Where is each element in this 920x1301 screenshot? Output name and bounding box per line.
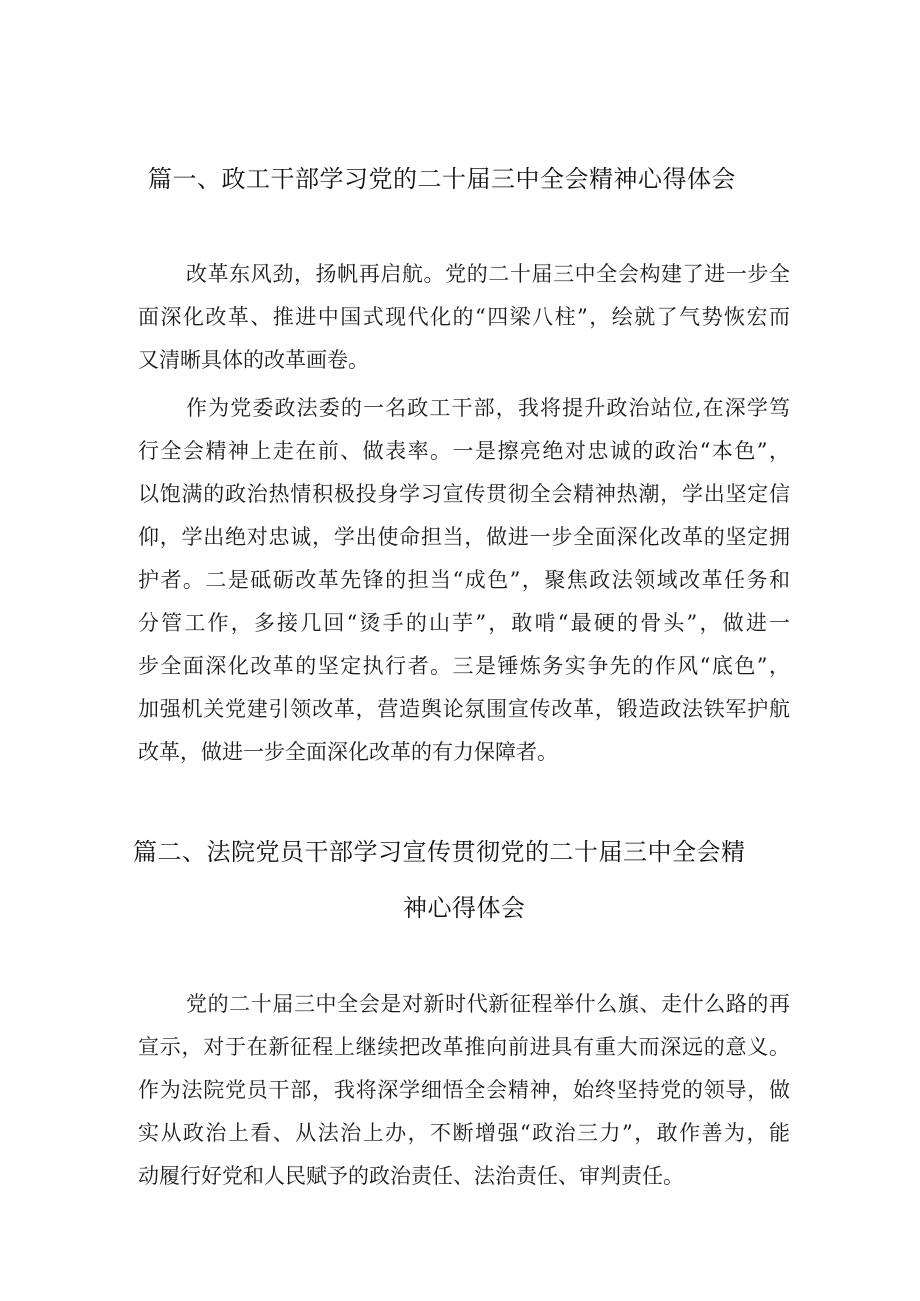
text-line: 改革，做进一步全面深化改革的有力保障者。 (138, 740, 558, 764)
text-line: 宣示，对于在新征程上继续把改革推向前进具有重大而深远的意义。 (138, 1035, 790, 1059)
section-1-title: 篇一、政工干部学习党的二十届三中全会精神心得体会 (148, 165, 736, 193)
text-line: 改革东风劲，扬帆再启航。党的二十届三中全会构建了进一步全 (186, 262, 790, 286)
text-line: 分管工作，多接几回“烫手的山芋”，敢啃“最硬的骨头”，做进一 (138, 611, 790, 635)
text-line: 行全会精神上走在前、做表率。一是擦亮绝对忠诚的政治“本色”， (138, 439, 790, 463)
text-line: 实从政治上看、从法治上办，不断增强“政治三力”，敢作善为，能 (138, 1121, 790, 1145)
text-line: 面深化改革、推进中国式现代化的“四梁八柱”，绘就了气势恢宏而 (138, 305, 790, 329)
text-line: 作为法院党员干部，我将深学细悟全会精神，始终坚持党的领导，做 (138, 1078, 790, 1102)
text-line: 仰，学出绝对忠诚，学出使命担当，做进一步全面深化改革的坚定拥 (138, 525, 790, 549)
text-line: 又清晰具体的改革画卷。 (138, 348, 369, 372)
text-line: 党的二十届三中全会是对新时代新征程举什么旗、走什么路的再 (186, 992, 790, 1016)
text-line: 动履行好党和人民赋予的政治责任、法治责任、审判责任。 (138, 1164, 684, 1188)
text-line: 护者。二是砥砺改革先锋的担当“成色”，聚焦政法领域改革任务和 (138, 568, 790, 592)
text-line: 加强机关党建引领改革，营造舆论氛围宣传改革，锻造政法铁军护航 (138, 697, 790, 721)
section-2-title-line-2: 神心得体会 (403, 894, 526, 922)
section-2-title-line-1: 篇二、法院党员干部学习宣传贯彻党的二十届三中全会精 (133, 838, 746, 866)
text-line: 作为党委政法委的一名政工干部，我将提升政治站位,在深学笃 (186, 396, 790, 420)
text-line: 步全面深化改革的坚定执行者。三是锤炼务实争先的作风“底色”， (138, 654, 790, 678)
text-line: 以饱满的政治热情积极投身学习宣传贯彻全会精神热潮，学出坚定信 (138, 482, 790, 506)
